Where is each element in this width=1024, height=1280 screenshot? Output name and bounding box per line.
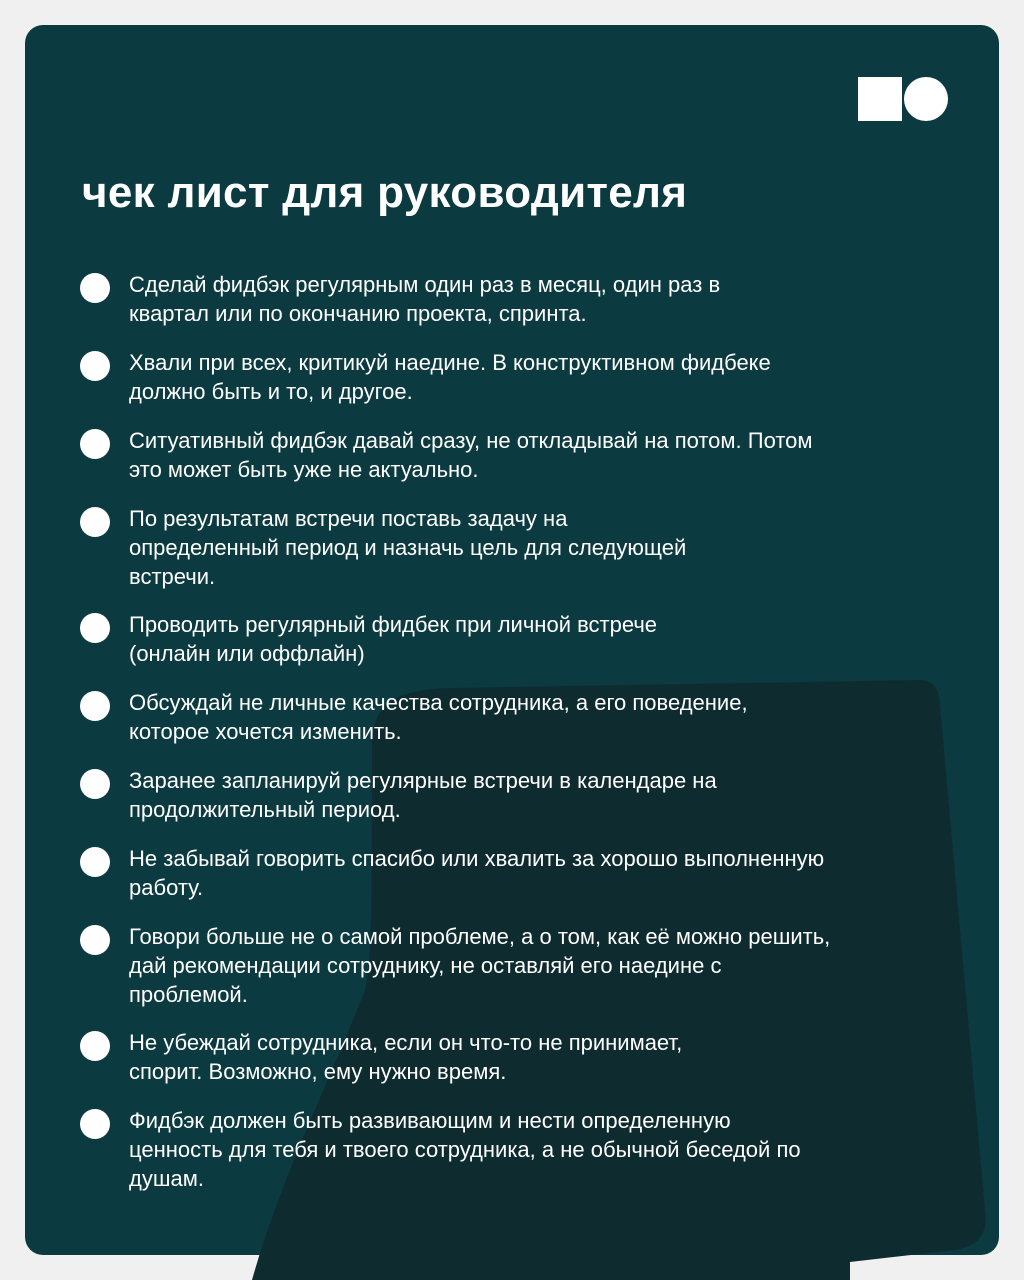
bullet-circle-icon	[80, 847, 110, 877]
bullet-circle-icon	[80, 351, 110, 381]
list-item-text: Говори больше не о самой проблеме, а о том, как её можно решить, дай рекомендации сотруднику, не оставляй его наедине с проблемой.	[129, 924, 831, 1007]
bullet-circle-icon	[80, 613, 110, 643]
list-item-text: Хвали при всех, критикуй наедине. В конструктивном фидбеке должно быть и то, и другое.	[129, 350, 771, 404]
list-item-text: Обсуждай не личные качества сотрудника, а его поведение, которое хочется изменить.	[129, 690, 748, 744]
list-item-text: Проводить регулярный фидбек при личной встрече (онлайн или оффлайн)	[129, 612, 658, 666]
page-title: чек лист для руководителя	[82, 168, 688, 217]
list-item-text: Заранее запланируй регулярные встречи в календаре на продолжительный период.	[129, 768, 717, 822]
bullet-circle-icon	[80, 1031, 110, 1061]
bullet-circle-icon	[80, 769, 110, 799]
list-item-text: Не забывай говорить спасибо или хвалить за хорошо выполненную работу.	[129, 846, 825, 900]
bullet-circle-icon	[80, 925, 110, 955]
list-item-text: Фидбэк должен быть развивающим и нести определенную ценность для тебя и твоего сотрудника, а не обычной беседой по душам.	[129, 1108, 801, 1191]
bullet-circle-icon	[80, 429, 110, 459]
list-item-text: Сделай фидбэк регулярным один раз в месяц, один раз в квартал или по окончанию проекта, спринта.	[129, 272, 721, 326]
list-item-text: Ситуативный фидбэк давай сразу, не откладывай на потом. Потом это может быть уже не актуально.	[129, 428, 813, 482]
square-and-circle-logo-icon	[858, 77, 948, 121]
list-item-text: По результатам встречи поставь задачу на определенный период и назначь цель для следующей встречи.	[129, 506, 687, 589]
bullet-circle-icon	[80, 507, 110, 537]
bullet-circle-icon	[80, 1109, 110, 1139]
bullet-circle-icon	[80, 691, 110, 721]
list-item-text: Не убеждай сотрудника, если он что-то не принимает, спорит. Возможно, ему нужно время.	[129, 1030, 683, 1084]
bullet-circle-icon	[80, 273, 110, 303]
